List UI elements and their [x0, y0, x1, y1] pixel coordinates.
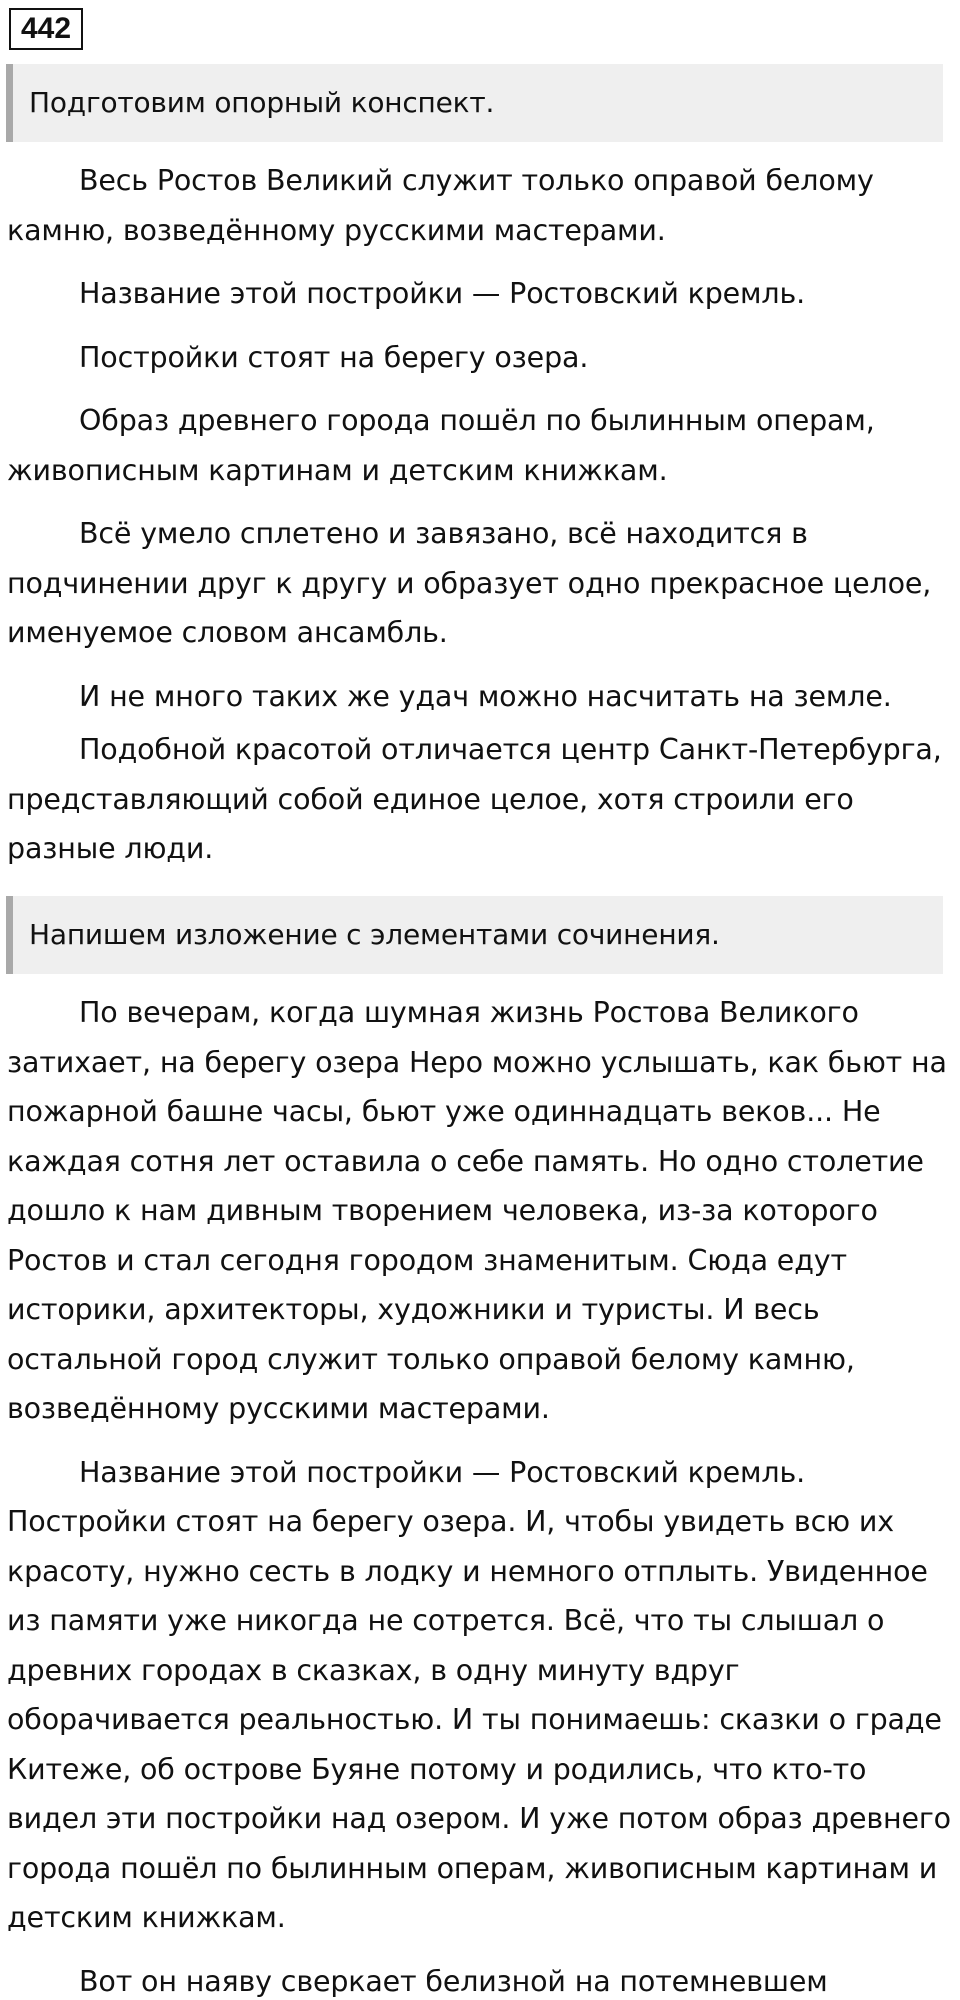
- paragraph: Подобной красотой отличается центр Санкт-Петербурга, представляющий собой единое целое, хотя строили его разные люди.: [7, 733, 942, 865]
- section-heading-essay: Напишем изложение с элементами сочинения.: [6, 896, 943, 974]
- paragraph: Постройки стоят на берегу озера.: [79, 340, 589, 374]
- paragraph: Всё умело сплетено и завязано, всё находится в подчинении друг к другу и образует одно прекрасное целое, именуемое словом ансамбль.: [7, 517, 932, 649]
- section-heading-outline: Подготовим опорный конспект.: [6, 64, 943, 142]
- paragraph: По вечерам, когда шумная жизнь Ростова Великого затихает, на берегу озера Неро можно услышать, как бьют на пожарной башне часы, бьют уже одиннадцать веков... Не каждая сотня лет оставила о себе память. Но одно столетие дошло к нам дивным творением человека, из-за которого Ростов и стал сегодня городом знаменитым. Сюда едут историки, архитекторы, художники и туристы. И весь остальной город служит только оправой белому камню, возведённому русскими мастерами.: [7, 996, 947, 1425]
- paragraph: И не много таких же удач можно насчитать на земле.: [79, 679, 892, 713]
- paragraph: Весь Ростов Великий служит только оправой белому камню, возведённому русскими мастерами.: [7, 164, 874, 247]
- paragraph: Название этой постройки — Ростовский кремль.: [79, 277, 805, 310]
- outline-text: [7, 156, 952, 888]
- task-number: 442: [9, 8, 83, 50]
- essay-text: [7, 988, 952, 2000]
- paragraph: Образ древнего города пошёл по былинным операм, живописным картинам и детским книжкам.: [7, 404, 875, 487]
- paragraph: Название этой постройки — Ростовский кремль. Постройки стоят на берегу озера. И, чтобы увидеть всю их красоту, нужно сесть в лодку и немного отплыть. Увиденное из памяти уже никогда не сотрется. Всё, что ты слышал о древних городах в сказках, в одну минуту вдруг оборачивается реальностью. И ты понимаешь: сказки о граде Китеже, об острове Буяне потому и родились, что кто-то видел эти постройки над озером. И уже потом образ древнего города пошёл по былинным операм, живописным картинам и детским книжкам.: [7, 1455, 951, 1934]
- paragraph: Вот он наяву сверкает белизной на потемневшем: [79, 1964, 828, 1998]
